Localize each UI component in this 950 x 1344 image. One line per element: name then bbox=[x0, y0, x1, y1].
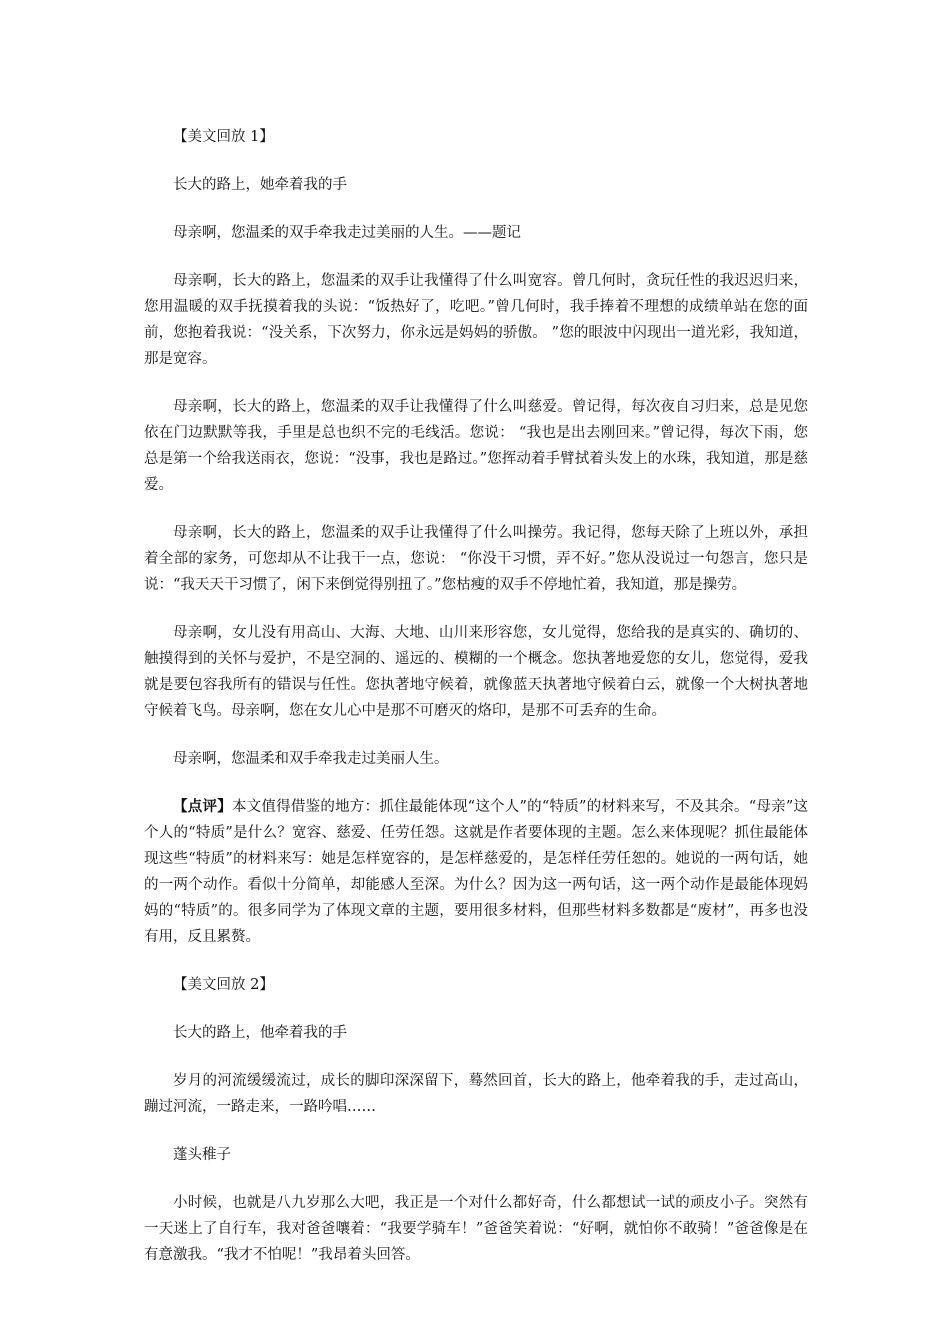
subheading: 蓬头稚子 bbox=[173, 1147, 231, 1163]
epigraph: 母亲啊，您温柔的双手牵我走过美丽的人生。——题记 bbox=[173, 225, 521, 241]
commentary-text: 本文值得借鉴的地方：抓住最能体现“这个人”的“特质”的材料来写，不及其余。“母亲”这个人的“特质”是什么？宽容、慈爱、任劳任怨。这就是作者要体现的主题。怎么来体现呢？抓住最能体现这些“特质”的材料来写：她是怎样宽容的，是怎样慈爱的，是怎样任劳任恕的。她说的一两句话，她的一两个动作。看似十分简单，却能感人至深。为什么？因为这一两句话，这一两个动作是最能体现妈妈的“特质”的。很多同学为了体现文章的主题，要用很多材料，但那些材料多数都是“废材”，再多也没有用，反且累赘。 bbox=[144, 799, 808, 945]
commentary-label: 【点评】 bbox=[173, 798, 232, 815]
commentary bbox=[144, 794, 808, 950]
paragraph: 母亲啊，您温柔和双手牵我走过美丽人生。 bbox=[173, 751, 449, 767]
paragraph: 母亲啊，长大的路上，您温柔的双手让我懂得了什么叫宽容。曾几何时，贪玩任性的我迟迟归来，您用温暖的双手抚摸着我的头说：“饭热好了，吃吧。”曾几何时，我手捧着不理想的成绩单站在您的面前，您抱着我说：“没关系，下次努力，你永远是妈妈的骄傲。 ”您的眼波中闪现出一道光彩，我知道，那是宽容。 bbox=[144, 273, 808, 367]
paragraph: 母亲啊，女儿没有用高山、大海、大地、山川来形容您，女儿觉得，您给我的是真实的、确切的、触摸得到的关怀与爱护，不是空洞的、遥远的、模糊的一个概念。您执著地爱您的女儿，您觉得，爱我就是要包容我所有的错误与任性。您执著地守候着，就像蓝天执著地守候着白云，就像一个大树执著地守候着飞鸟。母亲啊，您在女儿心中是那不可磨灭的烙印，是那不可丢弃的生命。 bbox=[144, 625, 808, 719]
paragraph: 岁月的河流缓缓流过，成长的脚印深深留下，蓦然回首，长大的路上，他牵着我的手，走过高山，蹦过河流，一路走来，一路吟唱…… bbox=[144, 1073, 808, 1115]
essay-title-1: 长大的路上，她牵着我的手 bbox=[173, 177, 347, 193]
document-body bbox=[144, 124, 808, 1268]
paragraph: 母亲啊，长大的路上，您温柔的双手让我懂得了什么叫慈爱。曾记得，每次夜自习归来，总是见您依在门边默默等我，手里是总也织不完的毛线活。您说： “我也是出去刚回来。”曾记得，每次下雨，您总是第一个给我送雨衣，您说：“没事，我也是路过。”您挥动着手臂拭着头发上的水珠，我知道，那是慈爱。 bbox=[144, 399, 808, 493]
section-heading-2: 【美文回放 2】 bbox=[173, 977, 274, 993]
essay-title-2: 长大的路上，他牵着我的手 bbox=[173, 1025, 347, 1041]
paragraph: 母亲啊，长大的路上，您温柔的双手让我懂得了什么叫操劳。我记得，您每天除了上班以外，承担着全部的家务，可您却从不让我干一点，您说： “你没干习惯，弄不好。”您从没说过一句怨言，您只是说：“我天天干习惯了，闲下来倒觉得别扭了。”您枯瘦的双手不停地忙着，我知道，那是操劳。 bbox=[144, 525, 808, 593]
paragraph: 小时候，也就是八九岁那么大吧，我正是一个对什么都好奇，什么都想试一试的顽皮小子。突然有一天迷上了自行车，我对爸爸嚷着：“我要学骑车！”爸爸笑着说：“好啊，就怕你不敢骑！”爸爸像是在有意激我。“我才不怕呢！”我昂着头回答。 bbox=[144, 1195, 808, 1263]
section-heading-1: 【美文回放 1】 bbox=[173, 129, 274, 145]
